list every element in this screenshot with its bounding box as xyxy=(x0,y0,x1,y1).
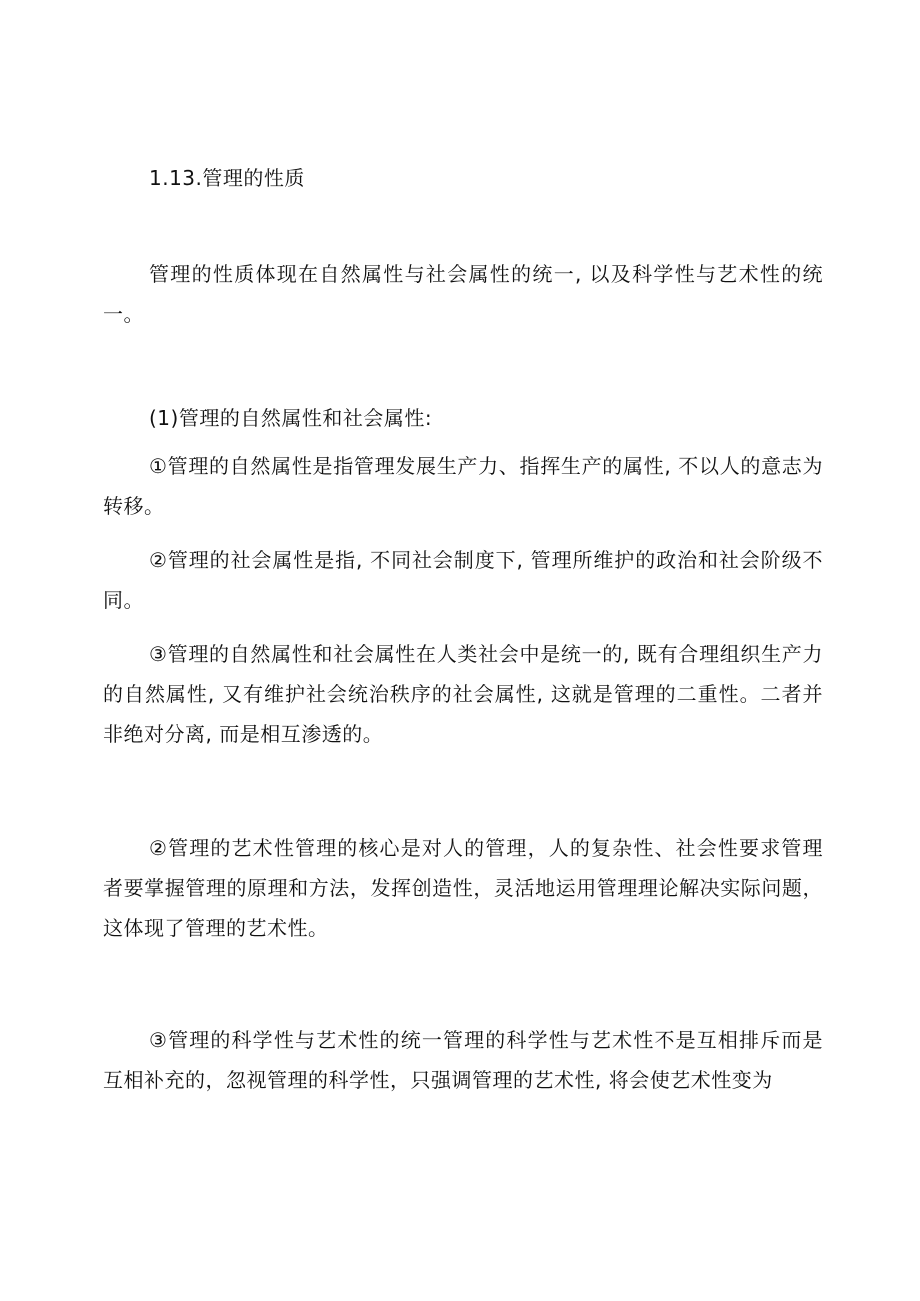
art-paragraph: ②管理的艺术性管理的核心是对人的管理，人的复杂性、社会性要求管理者要掌握管理的原理和方法，发挥创造性，灵活地运用管理理论解决实际问题，这体现了管理的艺术性。 xyxy=(103,836,823,940)
list-item-social-attribute: ②管理的社会属性是指, 不同社会制度下, 管理所维护的政治和社会阶级不同。 xyxy=(103,548,823,612)
unity-paragraph: ③管理的科学性与艺术性的统一管理的科学性与艺术性不是互相排斥而是互相补充的，忽视管理的科学性，只强调管理的艺术性, 将会使艺术性变为 xyxy=(103,1028,823,1092)
intro-paragraph: 管理的性质体现在自然属性与社会属性的统一, 以及科学性与艺术性的统一。 xyxy=(103,262,823,326)
section-heading: 1.13.管理的性质 xyxy=(149,166,305,190)
list-item-duality: ③管理的自然属性和社会属性在人类社会中是统一的, 既有合理组织生产力的自然属性, 又有维护社会统治秩序的社会属性, 这就是管理的二重性。二者并非绝对分离, 而是相互渗透的。 xyxy=(103,642,823,746)
list-item-natural-attribute: ①管理的自然属性是指管理发展生产力、指挥生产的属性, 不以人的意志为转移。 xyxy=(103,454,823,518)
subheading-natural-social: (1)管理的自然属性和社会属性: xyxy=(149,406,433,430)
